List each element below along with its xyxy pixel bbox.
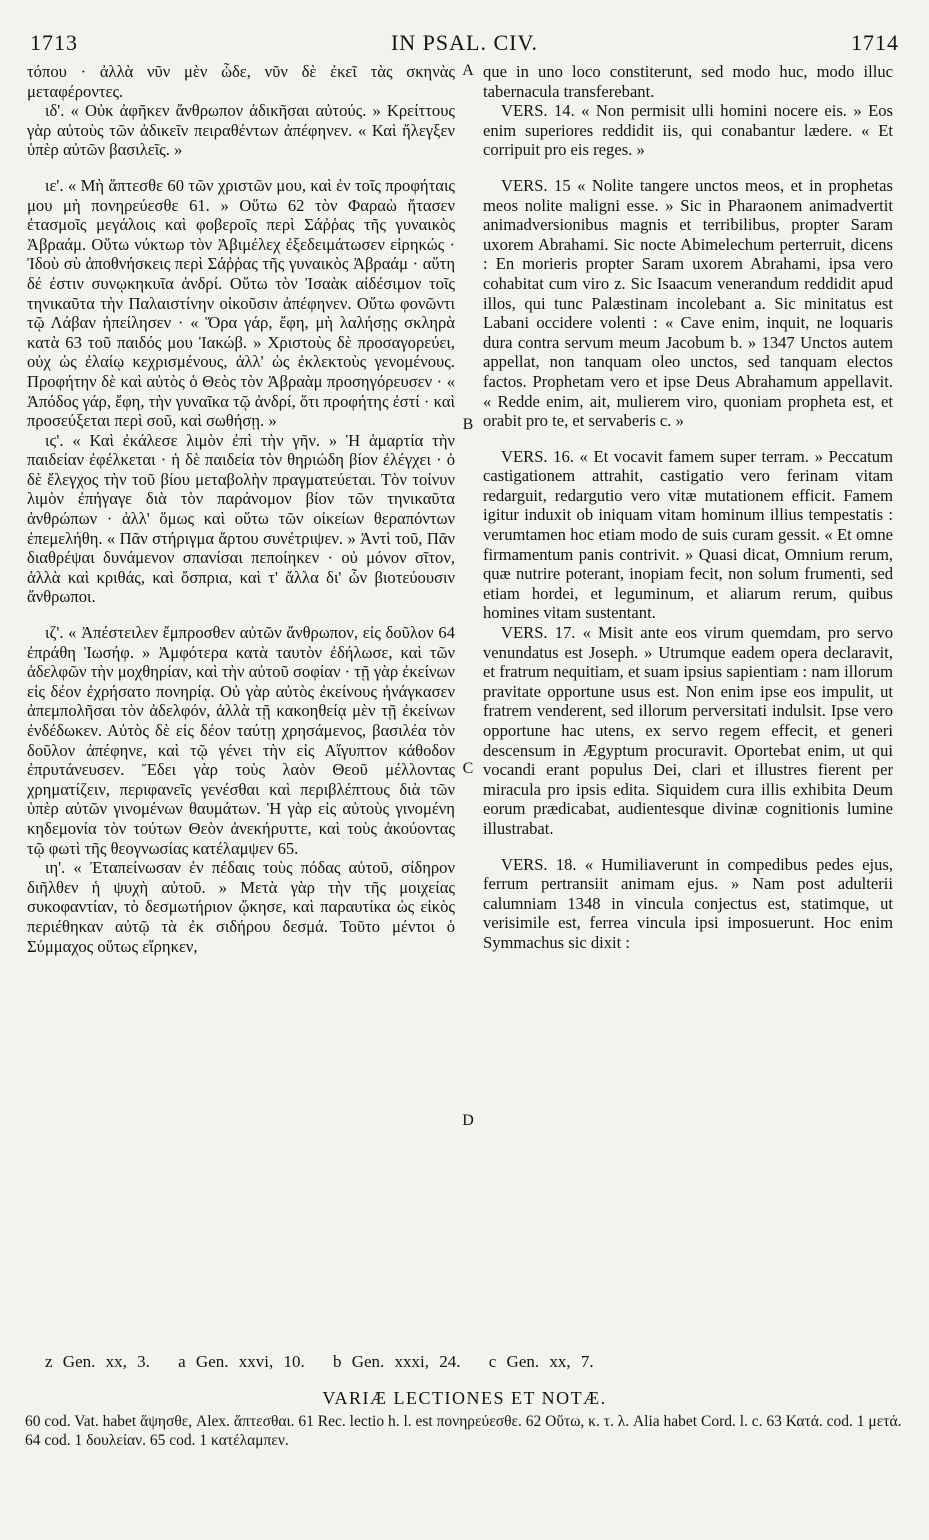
scripture-references: [45, 1352, 885, 1372]
latin-column: [483, 62, 893, 953]
latin-paragraph: VERS. 18. « Humiliaverunt in compedibus pedes ejus, ferrum pertransiit animam ejus. » Nam post adulterii calumniam 1348 in vincula conjectus est, statimque, ut verisimile est, ferrea vincula ipsi imposuerunt. Hoc enim Symmachus sic dixit :: [483, 854, 893, 952]
page-header: [30, 28, 899, 58]
latin-paragraph: VERS. 15 « Nolite tangere unctos meos, et in prophetas meos nolite maligni esse. » Sic in Pharaonem animadvertit animadversionibus magnis et terribilibus, propter Saram uxorem Abrahami. Sic nocte Abimelechum perterruit, dicens : En morieris propter Saram uxorem Abrahami, ipsa vero cohabitat cum viro z. Sic Isaacum venerandum reddidit apud illos, qui tunc Palæstinam incolebant a. Sic minitatus est Labani occidere volenti : « Cave enim, inquit, ne loquaris dura contra servum meum Jacobum b. » 1347 Unctos autem appellat, non tanquam oleo unctos, sed tanquam electos factos. Prophetam vero et ipse Deus Abrahamum appellavit. « Redde enim, ait, mulierem viro, quoniam propheta est, et orabit pro te, et servaberis c. »: [483, 175, 893, 431]
right-page-number: 1714: [851, 30, 899, 55]
greek-paragraph: ιη'. « Ἐταπείνωσαν ἐν πέδαις τοὺς πόδας αὐτοῦ, σίδηρον διῆλθεν ἡ ψυχὴ αὐτοῦ. » Μετὰ γὰρ τὴν τῆς μοιχείας συκοφαντίαν, τὸ δεσμωτήριον ᾤκησε, καὶ παραυτίκα ὡς εἰκὸς περιέθηκαν αὐτῷ τὰ ἐκ σιδήρου δεσμά. Τοῦτο μέντοι ὁ Σύμμαχος οὕτως εἴρηκεν,: [27, 858, 455, 956]
latin-paragraph: que in uno loco constiterunt, sed modo huc, modo illuc tabernacula transferebant.: [483, 62, 893, 101]
greek-paragraph: τόπου · ἀλλὰ νῦν μὲν ὧδε, νῦν δὲ ἐκεῖ τὰς σκηνὰς μεταφέροντες.: [27, 62, 455, 101]
notes-title: VARIÆ LECTIONES ET NOTÆ.: [322, 1388, 607, 1408]
margin-marker-d: D: [462, 1112, 474, 1129]
variant-notes: 60 cod. Vat. habet ἅψησθε, Alex. ἅπτεσθαι. 61 Rec. lectio h. l. est πονηρεύεσθε. 62 Οὕτω, κ. τ. λ. Alia habet Cord. l. c. 63 Κατά. cod. 1 μετά. 64 cod. 1 δουλείαν. 65 cod. 1 κατέλαμπεν.: [25, 1413, 902, 1449]
running-title: IN PSAL. CIV.: [390, 30, 539, 55]
greek-column: [27, 62, 455, 956]
margin-marker-a: A: [462, 62, 474, 79]
latin-paragraph: VERS. 14. « Non permisit ulli homini nocere eis. » Eos enim superiores reddidit iis, qui conabantur lædere. « Et corripuit pro eis reges. »: [483, 101, 893, 160]
latin-paragraph: VERS. 17. « Misit ante eos virum quemdam, pro servo venundatus est Joseph. » Utrumque eadem opera declaravit, et fratrum nequitiam, et suam ipsius sapientiam : nam illorum pravitate opportune usus est. Non enim ipse eos impulit, ut fratrem venderent, sed illorum perversitati indulsit. Ipse vero opportune hac utens, ex servo regem effecit, et generi descensum in Ægyptum procuravit. Oportebat enim, ut qui vocandi erant populus Dei, clari et illustres fierent per miracula pro ipsis edita. Siquidem cura illis exhibita Deum eorum prædicabat, audientesque divinæ cognitionis lumine illustrabat.: [483, 623, 893, 838]
greek-paragraph: ιϛ'. « Καὶ ἐκάλεσε λιμὸν ἐπὶ τὴν γῆν. » Ἡ ἁμαρτία τὴν παιδείαν ἐφέλκεται · ἡ δὲ παιδεία τὸν θηριώδη βίον ἐλέγχει · ὁ δὲ ἔλεγχος τὴν τοῦ βίου μεταβολὴν πραγματεύεται. Τὸν τοίνυν λιμὸν ἐπήγαγε διὰ τὸν παράνομον βίον τῶν τηνικαῦτα ἀνθρώπων · ἀλλ' ὅμως καὶ οὕτω τῶν οἰκείων θεραπόντων ἐπεμελήθη. « Πᾶν στήριγμα ἄρτου συνέτριψεν. » Ἀντὶ τοῦ, Πᾶν διαθρέψαι δυνάμενον σπανίσαι πεποίηκεν · οὐ μόνον σῖτον, ἀλλὰ καὶ κριθάς, καὶ ὄσπρια, καὶ τ' ἄλλα δι' ὧν βιοτεύουσιν ἄνθρωποι.: [27, 430, 455, 607]
greek-paragraph: ιδ'. « Οὐκ ἀφῆκεν ἄνθρωπον ἀδικῆσαι αὐτούς. » Κρείττους γὰρ αὐτοὺς τῶν ἀδικεῖν πειραθέντων ἀπέφηνεν. « Καὶ ἤλεγξεν ὑπὲρ αὐτῶν βασιλεῖς. »: [27, 101, 455, 160]
greek-paragraph: ιζ'. « Ἀπέστειλεν ἔμπροσθεν αὐτῶν ἄνθρωπον, εἰς δοῦλον 64 ἐπράθη Ἰωσήφ. » Ἀμφότερα κατὰ ταυτὸν ἐδήλωσε, καὶ τῶν ἀδελφῶν τὴν μοχθηρίαν, καὶ τὴν αὐτοῦ σοφίαν · τῇ γὰρ ἐκείνων εἰς δέον ἐχρήσατο πονηρίᾳ. Οὐ γὰρ αὐτὸς ἐκείνους ἠνάγκασεν ἀπεμπολῆσαι τὸν ἀδελφόν, ἀλλὰ τῇ κακοηθείᾳ μὲν τῇ ἐκείνων ἐνδέδωκεν. Αὐτὸς δὲ εἰς δέον ταύτῃ χρησάμενος, βασιλέα τὸν δοῦλον ἀπέφηνε, καὶ τῷ γένει τὴν εἰς Αἴγυπτον κάθοδον ἐπρυτάνευσεν. Ἔδει γὰρ τοὺς λαὸν Θεοῦ μέλλοντας χρηματίζειν, περιφανεῖς γενέσθαι καὶ περιβλέπτους διὰ τῶν ὑπὲρ αὐτῶν γινομένων θαυμάτων. Ἡ γὰρ εἰς αὐτοὺς γινομένη κηδεμονία τὸν τούτων Θεὸν ἀνεκήρυττε, καὶ τοὺς ἀκούοντας τῷ φωτὶ τῆς θεογνωσίας κατέλαμψεν 65.: [27, 623, 455, 858]
margin-marker-c: C: [462, 760, 474, 777]
reference: b Gen. xxxi, 24.: [332, 1352, 461, 1371]
greek-paragraph: ιε'. « Μὴ ἅπτεσθε 60 τῶν χριστῶν μου, καὶ ἐν τοῖς προφήταις μου μὴ πονηρεύεσθε 61. » Οὕτω 62 τὸν Φαραὼ ἤτασεν ἐτασμοῖς μεγάλοις καὶ φοβεροῖς περὶ Σάῤῥας τῆς γυναικὸς Ἀβραάμ. Οὕτω νύκτωρ τὸν Ἀβιμέλεχ ἐξεδειμάτωσεν εἰρηκώς · Ἰδοὺ σὺ ἀποθνήσκεις περὶ Σάῤῥας τῆς γυναικὸς Ἀβραάμ · αὕτη δέ ἐστιν συνῳκηκυῖα ἀνδρί. Οὕτω τὸν Ἰσαὰκ αἰδέσιμον τοῖς τηνικαῦτα τὴν Παλαιστίνην οἰκοῦσιν ἀπέφηνεν. Οὕτω φονῶντι τῷ Λάβαν ἠπείλησεν · « Ὅρα γάρ, ἔφη, μὴ λαλήσῃς σκληρὰ κατὰ 63 τοῦ παιδός μου Ἰακώβ. » Χριστοὺς δὲ προσαγορεύει, οὐχ ὡς ἐλαίῳ κεχρισμένους, ἀλλ' ὡς ἐκλεκτοὺς γενομένους. Προφήτην δὲ καὶ αὐτὸς ὁ Θεὸς τὸν Ἀβραὰμ προσηγόρευσεν · « Ἀπόδος γάρ, ἔφη, τὴν γυναῖκα τῷ ἀνδρί, ὅτι προφήτης ἐστί · καὶ προσεύξεται περὶ σοῦ, καὶ σωθήσῃ. »: [27, 175, 455, 431]
margin-marker-b: B: [462, 416, 474, 433]
reference: a Gen. xxvi, 10.: [178, 1352, 305, 1371]
latin-paragraph: VERS. 16. « Et vocavit famem super terram. » Peccatum castigationem attrahit, castigatio vero ferinam vitam redarguit, redargutio vero vitæ mutationem efficit. Famem igitur induxit ob iniquam vitam hominum illius tempestatis : verumtamen hoc etiam modo de suis curam gessit. « Et omne firmamentum panis contrivit. » Quasi dicat, Omnium rerum, quæ nutrire poterant, inopiam fecit, non solum frumenti, sed etiam hordei, et leguminum, et aliarum rerum, quibus homines vitam sustentant.: [483, 446, 893, 623]
left-page-number: 1713: [30, 30, 78, 55]
reference: c Gen. xx, 7.: [488, 1352, 594, 1371]
reference: z Gen. xx, 3.: [45, 1352, 150, 1371]
